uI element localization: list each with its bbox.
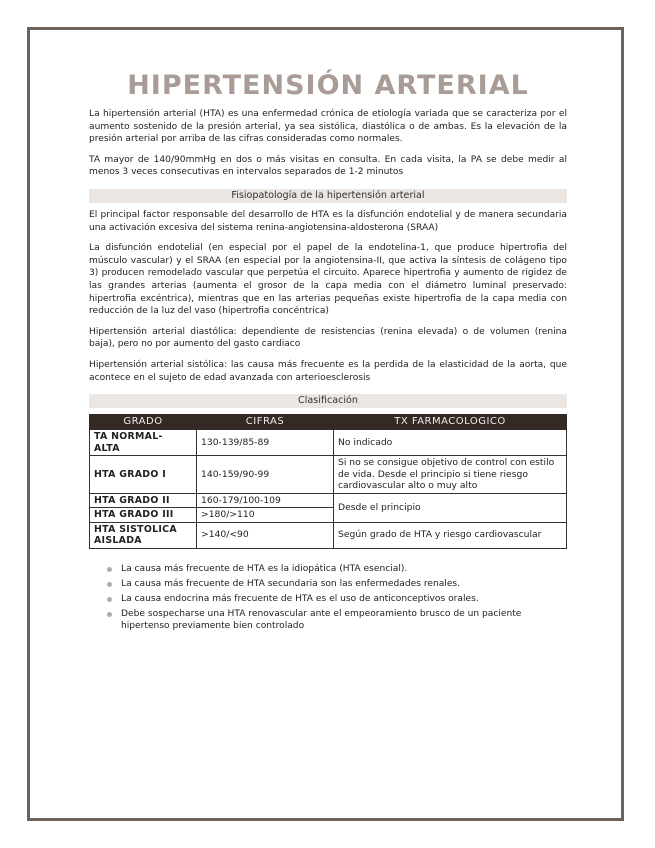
column-header-tx: TX FARMACOLOGICO [334, 415, 567, 430]
list-item: La causa más frecuente de HTA secundaria son las enfermedades renales. [107, 578, 567, 591]
intro-paragraph: La hipertensión arterial (HTA) es una enfermedad crónica de etiología variada que se caracteriza por el aumento sostenido de la presión arterial, ya sea sistólica, diastólica o de ambas. Es la elevación de la presión arterial por arriba de las cifras consideradas como normales. [89, 109, 567, 145]
classification-table [89, 414, 567, 549]
cell-tx: Según grado de HTA y riesgo cardiovascular [334, 522, 567, 548]
cell-tx: Si no se consigue objetivo de control con estilo de vida. Desde el principio si tiene riesgo cardiovascular alto o muy alto [334, 456, 567, 494]
section-heading-classification: Clasificación [89, 394, 567, 408]
table-header-row [90, 415, 567, 430]
list-item: Debe sospecharse una HTA renovascular ante el empeoramiento brusco de un paciente hipertenso previamente bien controlado [107, 608, 567, 633]
intro-paragraph: TA mayor de 140/90mmHg en dos o más visitas en consulta. En cada visita, la PA se debe medir al menos 3 veces consecutivas en intervalos separados de 1-2 minutos [89, 154, 567, 178]
table-row [90, 456, 567, 494]
column-header-cifras: CIFRAS [197, 415, 334, 430]
cell-grado: HTA GRADO I [90, 456, 197, 494]
cell-grado: TA NORMAL- ALTA [90, 430, 197, 456]
document-title: HIPERTENSIÓN ARTERIAL [127, 70, 529, 101]
cell-grado: HTA GRADO III [90, 508, 197, 523]
cell-grado: HTA GRADO II [90, 493, 197, 508]
cell-cifras: 160-179/100-109 [197, 493, 334, 508]
section-heading-physiopathology: Fisiopatología de la hipertensión arterial [89, 189, 567, 203]
list-item: La causa endocrina más frecuente de HTA es el uso de anticonceptivos orales. [107, 593, 567, 606]
physio-paragraph: Hipertensión arterial sistólica: las causa más frecuente es la perdida de la elasticidad de la aorta, que acontece en el sujeto de edad avanzada con arterioesclerosis [89, 359, 567, 383]
physio-paragraph: El principal factor responsable del desarrollo de HTA es la disfunción endotelial y de manera secundaria una activación excesiva del sistema renina-angiotensina-aldosterona (SRAA) [89, 209, 567, 233]
cell-tx: No indicado [334, 430, 567, 456]
physio-paragraph: La disfunción endotelial (en especial por el papel de la endotelina-1, que produce hipertrofia del músculo vascular) y el SRAA (en especial por la angiotensina-II, que activa la síntesis de colágeno tipo 3) producen remodelado vascular que perpetúa el circuito. Aparece hipertrofia y aumento de rigidez de las grandes arterias (aumenta el grosor de la capa media con el diámetro luminal preservado: hipertrofia excéntrica), mientras que en las arterias pequeñas existe hipertrofia de la capa media con reducción de la luz del vaso (hipertrofia concéntrica) [89, 243, 567, 317]
physio-paragraph: Hipertensión arterial diastólica: dependiente de resistencias (renina elevada) o de volumen (renina baja), pero no por aumento del gasto cardiaco [89, 326, 567, 350]
table-row [90, 493, 567, 508]
cell-tx: Desde el principio [334, 493, 567, 522]
cell-cifras: 140-159/90-99 [197, 456, 334, 494]
key-points-list [89, 563, 567, 633]
table-row [90, 522, 567, 548]
cell-cifras: >140/<90 [197, 522, 334, 548]
cell-cifras: >180/>110 [197, 508, 334, 523]
table-row [90, 430, 567, 456]
cell-cifras: 130-139/85-89 [197, 430, 334, 456]
document-body [89, 70, 567, 636]
list-item: La causa más frecuente de HTA es la idiopática (HTA esencial). [107, 563, 567, 576]
cell-grado: HTA SISTOLICA AISLADA [90, 522, 197, 548]
column-header-grado: GRADO [90, 415, 197, 430]
